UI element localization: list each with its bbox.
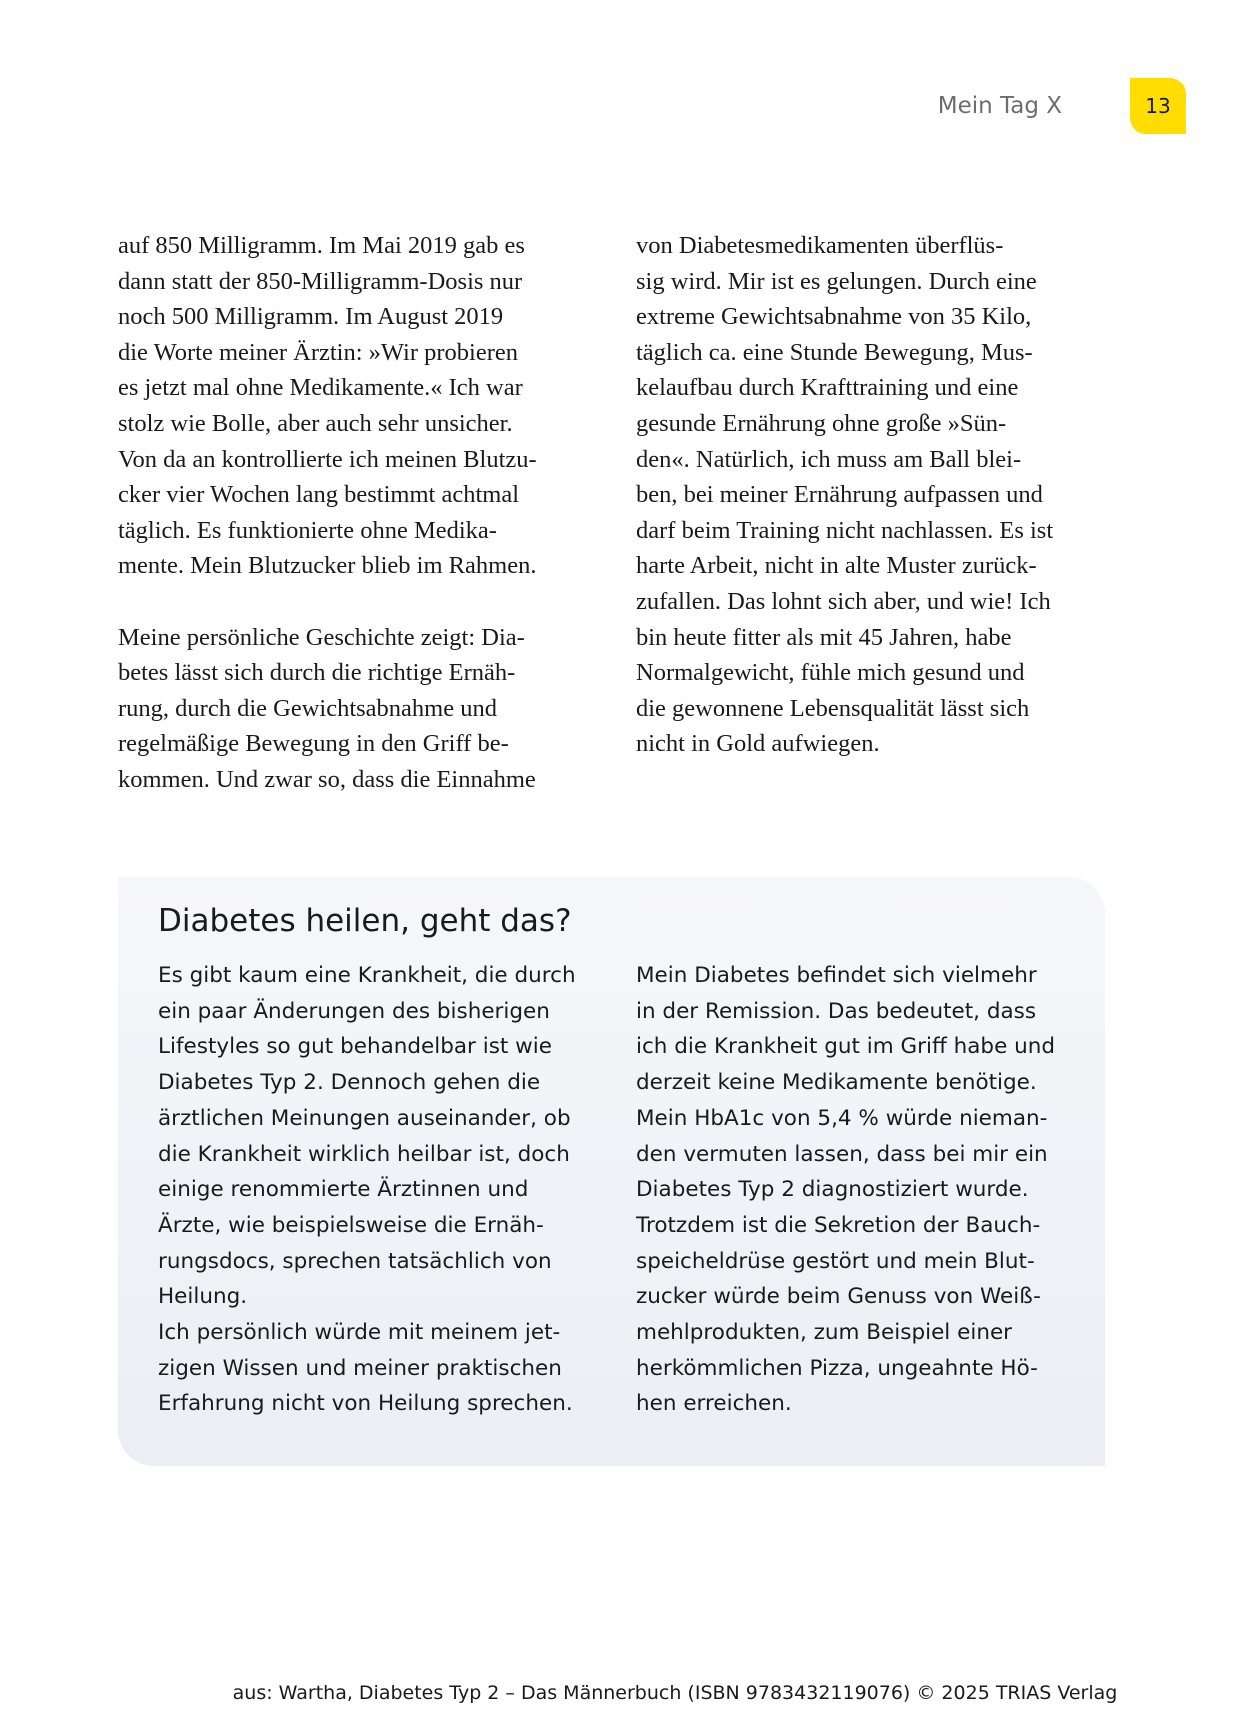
text-line: Diabetes Typ 2. Dennoch gehen die <box>158 1070 541 1096</box>
text-line: täglich ca. eine Stunde Bewegung, Mus- <box>636 338 1033 366</box>
text-line: Mein HbA1c von 5,4 % würde nieman- <box>636 1105 1048 1131</box>
text-line: rungsdocs, sprechen tatsächlich von <box>158 1248 552 1274</box>
text-line: noch 500 Milligramm. Im August 2019 <box>118 303 504 331</box>
text-line: Ich persönlich würde mit meinem jet- <box>158 1320 561 1346</box>
text-line: ein paar Änderungen des bisherigen <box>158 998 550 1024</box>
text-line: speicheldrüse gestört und mein Blut- <box>636 1248 1035 1274</box>
info-box <box>118 877 1105 1466</box>
text-line: mente. Mein Blutzucker blieb im Rahmen. <box>118 552 537 580</box>
text-line: harte Arbeit, nicht in alte Muster zurück- <box>636 552 1037 580</box>
text-line: die Krankheit wirklich heilbar ist, doch <box>158 1141 570 1167</box>
text-line: die gewonnene Lebensqualität lässt sich <box>636 694 1030 722</box>
running-header <box>938 78 1084 134</box>
text-line: herkömmlichen Pizza, ungeahnte Hö- <box>636 1355 1038 1381</box>
text-line: Lifestyles so gut behandelbar ist wie <box>158 1034 552 1060</box>
text-line: Erfahrung nicht von Heilung sprechen. <box>158 1391 573 1417</box>
text-line: sig wird. Mir ist es gelungen. Durch eine <box>636 267 1037 295</box>
text-line: bin heute fitter als mit 45 Jahren, habe <box>636 623 1012 651</box>
chapter-title: Mein Tag X <box>937 93 1062 119</box>
text-line: ben, bei meiner Ernährung aufpassen und <box>636 481 1043 509</box>
text-line: Mein Diabetes befindet sich vielmehr <box>636 963 1037 988</box>
text-line: zucker würde beim Genuss von Weiß- <box>636 1284 1041 1310</box>
text-line: nicht in Gold aufwiegen. <box>636 730 880 758</box>
text-line: ich die Krankheit gut im Griff habe und <box>636 1034 1056 1060</box>
text-line: betes lässt sich durch die richtige Ernäh- <box>118 659 516 687</box>
text-line: gesunde Ernährung ohne große »Sün- <box>636 409 1007 437</box>
text-line: darf beim Training nicht nachlassen. Es ist <box>636 516 1054 544</box>
text-line: Trotzdem ist die Sekretion der Bauch- <box>636 1212 1041 1238</box>
text-line: in der Remission. Das bedeutet, dass <box>636 998 1037 1024</box>
text-line: regelmäßige Bewegung in den Griff be- <box>118 730 509 758</box>
main-text-right-column <box>636 228 1053 762</box>
text-line: Heilung. <box>158 1284 248 1310</box>
text-line: von Diabetesmedikamenten überflüs- <box>636 232 1004 259</box>
text-line: rung, durch die Gewichtsabnahme und <box>118 694 497 722</box>
text-line: kommen. Und zwar so, dass die Einnahme <box>118 765 536 793</box>
text-line: extreme Gewichtsabnahme von 35 Kilo, <box>636 303 1032 331</box>
text-line: den«. Natürlich, ich muss am Ball blei- <box>636 445 1022 473</box>
text-line: Ärzte, wie beispielsweise die Ernäh- <box>158 1212 544 1238</box>
text-line: einige renommierte Ärztinnen und <box>158 1177 529 1203</box>
info-box-right-column <box>636 958 1055 1422</box>
text-line: Es gibt kaum eine Krankheit, die durch <box>158 963 576 988</box>
info-box-left-column <box>158 958 576 1422</box>
text-line: den vermuten lassen, dass bei mir ein <box>636 1141 1048 1167</box>
text-line: zigen Wissen und meiner praktischen <box>158 1355 562 1381</box>
text-line: täglich. Es funktionierte ohne Medika- <box>118 516 497 544</box>
text-line: stolz wie Bolle, aber auch sehr unsicher. <box>118 409 513 437</box>
main-text-left-column <box>118 228 537 798</box>
text-line: Von da an kontrollierte ich meinen Blutzu- <box>118 445 537 473</box>
text-line: dann statt der 850-Milligramm-Dosis nur <box>118 267 523 295</box>
text-line: Diabetes Typ 2 diagnostiziert wurde. <box>636 1177 1029 1203</box>
info-box-title: Diabetes heilen, geht das? <box>158 903 572 939</box>
text-line: kelaufbau durch Krafttraining und eine <box>636 374 1019 402</box>
text-line: hen erreichen. <box>636 1391 792 1417</box>
text-line: Normalgewicht, fühle mich gesund und <box>636 659 1025 687</box>
text-line: Meine persönliche Geschichte zeigt: Dia- <box>118 623 525 651</box>
footer-citation: aus: Wartha, Diabetes Typ 2 – Das Männerbuch (ISBN 9783432119076) © 2025 TRIAS Verlag <box>232 1682 1118 1704</box>
page-number-badge: 13 <box>1130 78 1186 134</box>
text-line: es jetzt mal ohne Medikamente.« Ich war <box>118 374 523 402</box>
text-line: zufallen. Das lohnt sich aber, und wie! Ich <box>636 587 1051 615</box>
text-line: cker vier Wochen lang bestimmt achtmal <box>118 481 520 509</box>
text-line: mehlprodukten, zum Beispiel einer <box>636 1320 1013 1346</box>
text-line: ärztlichen Meinungen auseinander, ob <box>158 1105 571 1131</box>
text-line: auf 850 Milligramm. Im Mai 2019 gab es <box>118 232 525 259</box>
text-line: die Worte meiner Ärztin: »Wir probieren <box>118 338 519 366</box>
text-line: derzeit keine Medikamente benötige. <box>636 1070 1037 1096</box>
